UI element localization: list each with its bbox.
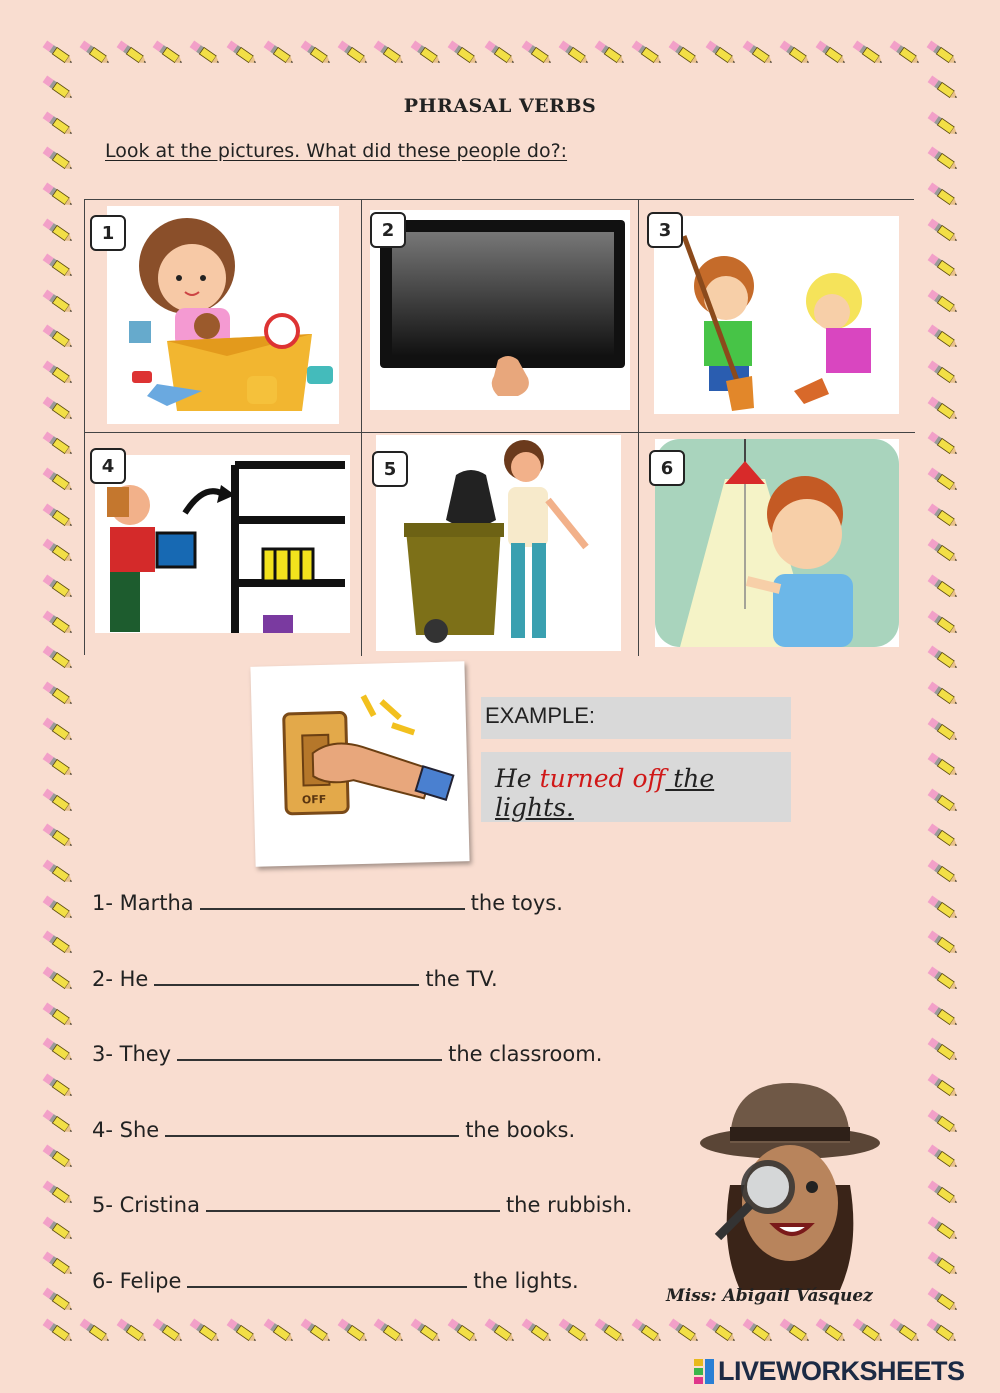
answer-blank-5[interactable]	[206, 1192, 500, 1212]
pencil-icon	[261, 40, 297, 80]
picture-cell-5	[362, 433, 639, 656]
pencil-icon	[40, 218, 80, 244]
page-title: PHRASAL VERBS	[403, 95, 597, 117]
pencil-icon	[925, 717, 965, 743]
sentence-prefix: 6- Felipe	[92, 1268, 182, 1293]
pencil-icon	[925, 1037, 965, 1063]
sentence-prefix: 2- He	[92, 966, 149, 991]
pencil-icon	[925, 645, 965, 671]
pencil-icon	[777, 40, 813, 80]
sentence-suffix: the books.	[465, 1117, 576, 1142]
pencil-icon	[298, 40, 334, 80]
pencil-icon	[925, 182, 965, 208]
pencil-icon	[371, 40, 407, 80]
sentence-suffix: the toys.	[470, 891, 563, 915]
pencil-icon	[40, 930, 80, 956]
logo-text: LIVEWORKSHEETS	[718, 1356, 965, 1386]
pencil-icon	[40, 1287, 80, 1313]
sentence-suffix: the classroom.	[448, 1042, 603, 1066]
pencil-icon	[925, 146, 965, 172]
pencil-icon	[40, 681, 80, 707]
pencil-icon	[703, 1318, 739, 1358]
woman-putting-away-books-image	[95, 455, 350, 633]
pencil-icon	[925, 681, 965, 707]
sentence-5	[92, 1192, 632, 1268]
pencil-icon	[40, 182, 80, 208]
pencil-icon	[40, 1216, 80, 1242]
picture-number: 2	[370, 212, 406, 248]
pencil-icon	[925, 396, 965, 422]
pencil-border-left	[40, 75, 80, 1313]
picture-cell-3	[639, 200, 915, 433]
sentence-2	[92, 966, 632, 1042]
sentence-3	[92, 1041, 632, 1117]
pencil-icon	[925, 1073, 965, 1099]
sentence-prefix: 3- They	[92, 1042, 172, 1066]
instruction-text: Look at the pictures. What did these people do?:	[105, 140, 568, 162]
pencil-icon	[925, 1144, 965, 1170]
pencil-icon	[40, 1318, 76, 1358]
pencil-icon	[925, 538, 965, 564]
pencil-icon	[925, 610, 965, 636]
picture-cell-2	[362, 200, 639, 433]
pencil-icon	[925, 823, 965, 849]
answer-blank-6[interactable]	[187, 1268, 467, 1288]
teacher-avatar-image	[690, 1075, 890, 1290]
pencil-icon	[925, 1287, 965, 1313]
pencil-icon	[40, 40, 76, 80]
pencil-border-top	[40, 40, 960, 80]
pencil-icon	[40, 1180, 80, 1206]
pencil-icon	[40, 1109, 80, 1135]
pencil-icon	[408, 40, 444, 80]
switching-off-tv-image	[370, 210, 630, 410]
pencil-icon	[40, 717, 80, 743]
sentence-suffix: the TV.	[425, 966, 498, 991]
sentence-1	[92, 890, 632, 966]
sentence-prefix: 1- Martha	[92, 891, 194, 915]
picture-number: 5	[372, 451, 408, 487]
sentence-4	[92, 1117, 632, 1193]
pencil-icon	[925, 1109, 965, 1135]
light-switch-example-image	[250, 661, 469, 867]
pencil-icon	[925, 218, 965, 244]
pencil-icon	[40, 324, 80, 350]
liveworksheets-icon	[694, 1359, 716, 1385]
woman-taking-out-rubbish-image	[376, 435, 621, 651]
sentence-prefix: 5- Cristina	[92, 1193, 200, 1217]
pencil-icon	[40, 1144, 80, 1170]
pencil-icon	[740, 40, 776, 80]
pencil-icon	[925, 1216, 965, 1242]
pencil-icon	[925, 859, 965, 885]
picture-number: 6	[649, 450, 685, 486]
picture-cell-1	[85, 200, 362, 433]
pencil-icon	[40, 431, 80, 457]
pencil-icon	[40, 752, 80, 778]
pencil-icon	[925, 1180, 965, 1206]
pencil-border-right	[925, 75, 965, 1313]
picture-number: 4	[90, 448, 126, 484]
pencil-icon	[187, 40, 223, 80]
pencil-icon	[925, 289, 965, 315]
pencil-icon	[40, 538, 80, 564]
pencil-icon	[740, 1318, 776, 1358]
pencil-icon	[40, 396, 80, 422]
pencil-icon	[40, 823, 80, 849]
children-cleaning-classroom-image	[654, 216, 899, 414]
exercise-sentences	[92, 890, 632, 1343]
pencil-icon	[40, 895, 80, 921]
pencil-icon	[850, 1318, 886, 1358]
pencil-icon	[445, 40, 481, 80]
switch-off-text: OFF	[301, 792, 327, 807]
example-rest: the lights.	[495, 764, 715, 822]
pencil-icon	[40, 1037, 80, 1063]
pencil-icon	[224, 40, 260, 80]
pencil-icon	[482, 40, 518, 80]
girl-putting-away-toys-image	[107, 206, 339, 424]
pencil-icon	[40, 467, 80, 493]
picture-cell-6	[639, 433, 915, 656]
pencil-icon	[40, 253, 80, 279]
boy-turning-on-light-image	[655, 439, 899, 647]
pencil-icon	[150, 40, 186, 80]
pencil-icon	[925, 895, 965, 921]
example-sentence	[481, 752, 791, 822]
pencil-icon	[813, 1318, 849, 1358]
pencil-icon	[925, 1002, 965, 1028]
teacher-signature: Miss: Abigail Vásquez	[666, 1286, 873, 1306]
pencil-icon	[629, 1318, 665, 1358]
liveworksheets-logo	[694, 1356, 965, 1387]
pencil-icon	[114, 40, 150, 80]
pencil-icon	[925, 503, 965, 529]
pencil-icon	[925, 930, 965, 956]
picture-number: 3	[647, 212, 683, 248]
pencil-icon	[40, 859, 80, 885]
example-label: EXAMPLE:	[481, 697, 791, 739]
picture-number: 1	[90, 215, 126, 251]
pencil-icon	[925, 467, 965, 493]
pencil-icon	[924, 40, 960, 80]
picture-cell-4	[85, 433, 362, 656]
pencil-icon	[40, 1073, 80, 1099]
pencil-icon	[925, 966, 965, 992]
pencil-icon	[925, 360, 965, 386]
pencil-icon	[925, 752, 965, 778]
pencil-icon	[40, 574, 80, 600]
pencil-icon	[925, 431, 965, 457]
pencil-icon	[40, 610, 80, 636]
pencil-icon	[519, 40, 555, 80]
pencil-icon	[40, 503, 80, 529]
pencil-icon	[925, 574, 965, 600]
pencil-icon	[40, 146, 80, 172]
pencil-icon	[924, 1318, 960, 1358]
pencil-icon	[925, 253, 965, 279]
answer-blank-2[interactable]	[154, 966, 419, 986]
answer-blank-4[interactable]	[165, 1117, 459, 1137]
pencil-icon	[925, 788, 965, 814]
pencil-icon	[850, 40, 886, 80]
pencil-icon	[77, 40, 113, 80]
picture-grid	[84, 199, 914, 655]
pencil-icon	[887, 1318, 923, 1358]
pencil-icon	[40, 645, 80, 671]
sentence-prefix: 4- She	[92, 1117, 160, 1142]
pencil-icon	[666, 1318, 702, 1358]
answer-blank-1[interactable]	[200, 890, 465, 910]
pencil-icon	[703, 40, 739, 80]
pencil-icon	[925, 324, 965, 350]
example-verb: turned off	[539, 764, 666, 793]
pencil-icon	[777, 1318, 813, 1358]
pencil-icon	[40, 289, 80, 315]
pencil-icon	[556, 40, 592, 80]
pencil-icon	[40, 788, 80, 814]
pencil-icon	[813, 40, 849, 80]
sentence-6	[92, 1268, 632, 1344]
sentence-suffix: the lights.	[473, 1268, 579, 1293]
pencil-icon	[335, 40, 371, 80]
pencil-icon	[925, 1251, 965, 1277]
pencil-icon	[592, 40, 628, 80]
pencil-icon	[40, 1002, 80, 1028]
pencil-icon	[629, 40, 665, 80]
pencil-icon	[40, 1251, 80, 1277]
answer-blank-3[interactable]	[177, 1041, 442, 1061]
pencil-icon	[40, 360, 80, 386]
pencil-icon	[666, 40, 702, 80]
pencil-icon	[40, 966, 80, 992]
sentence-suffix: the rubbish.	[505, 1193, 633, 1217]
pencil-icon	[887, 40, 923, 80]
example-subject: He	[495, 764, 532, 793]
